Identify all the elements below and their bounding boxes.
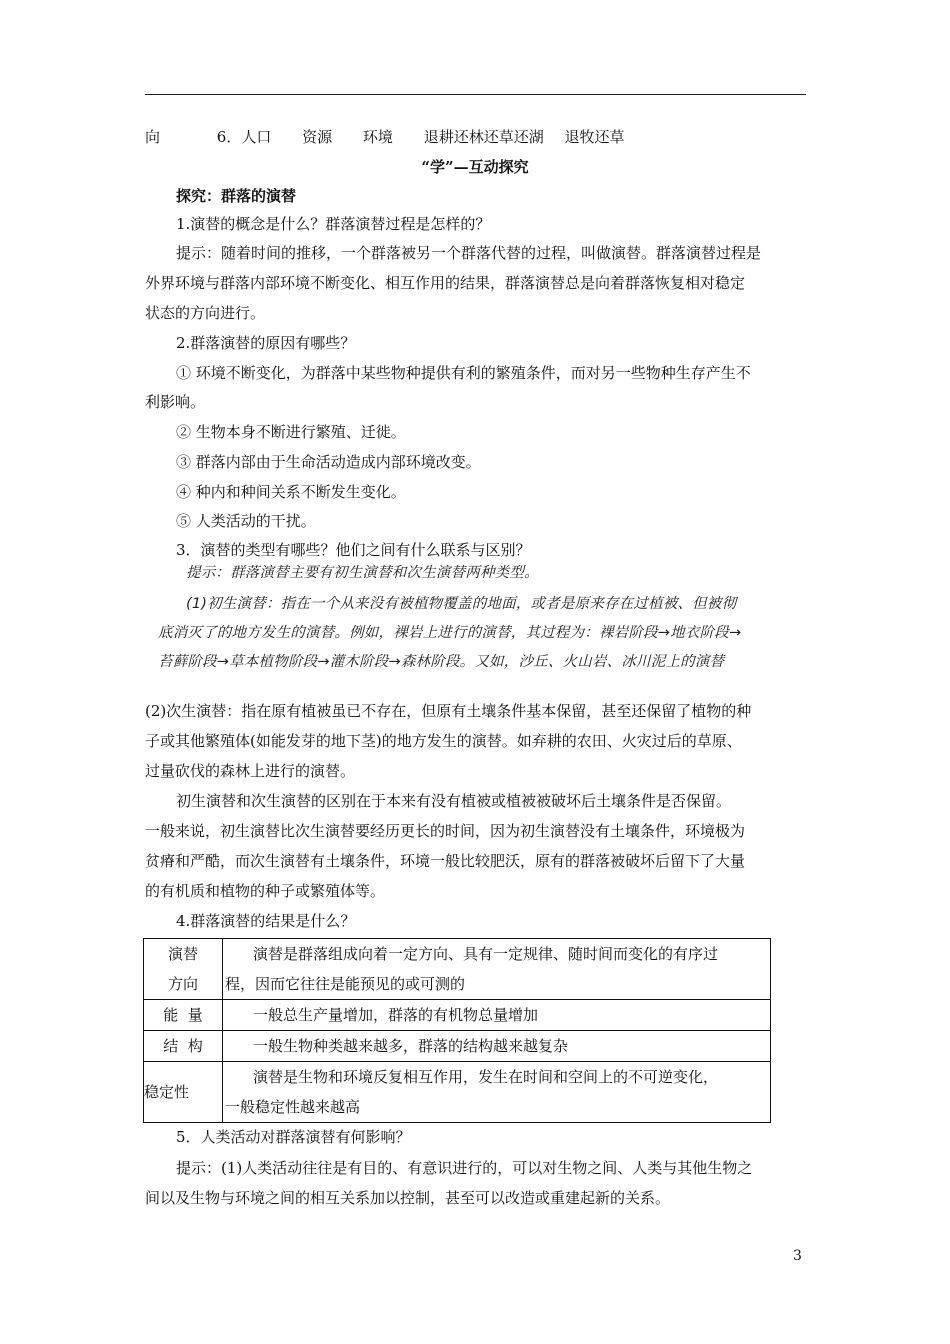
question-4: 4.群落演替的结果是什么？: [176, 912, 356, 930]
table-content-cell: 演替是生物和环境反复相互作用，发生在时间和空间上的不可逆变化， 一般稳定性越来越高: [223, 1062, 771, 1123]
question-1: 1.演替的概念是什么？群落演替过程是怎样的？: [176, 215, 491, 233]
answer-2-line: ⑤ 人类活动的干扰。: [176, 512, 316, 530]
table-row: [144, 1062, 771, 1123]
header-rule: [145, 94, 806, 95]
top-line-part: 环境: [362, 128, 393, 146]
top-line-part: 退耕还林还草还湖: [423, 128, 544, 146]
answer-2-line: ③ 群落内部由于生命活动造成内部环境改变。: [176, 453, 481, 471]
handwritten-line: (1)初生演替：指在一个从来没有被植物覆盖的地面，或者是原来存在过植被、但被彻: [186, 596, 737, 612]
answer-2-line: ④ 种内和种间关系不断发生变化。: [176, 483, 406, 501]
handwritten-line: 提示：群落演替主要有初生演替和次生演替两种类型。: [186, 565, 539, 581]
page-number: 3: [793, 1248, 802, 1264]
top-line-part: 6．人口: [216, 128, 272, 146]
answer-1-line: 外界环境与群落内部环境不断变化、相互作用的结果，群落演替总是向着群落恢复相对稳定: [145, 274, 746, 292]
table-content-cell: 一般总生产量增加，群落的有机物总量增加: [223, 1000, 771, 1031]
table-header-cell: 能 量: [144, 1000, 223, 1031]
difference-line: 初生演替和次生演替的区别在于本来有没有植被或植被被破坏后土壤条件是否保留。: [176, 792, 732, 810]
table-content-cell: 演替是群落组成向着一定方向、具有一定规律、随时间而变化的有序过 程，因而它往往是能预见的或可测的: [223, 939, 771, 1000]
secondary-succession-line: 子或其他繁殖体(如能发芽的地下茎)的地方发生的演替。如弃耕的农田、火灾过后的草原、: [145, 732, 742, 750]
table-header-cell: 演替 方向: [144, 939, 223, 1000]
table-row: [144, 1031, 771, 1062]
explore-title: 探究：群落的演替: [176, 187, 297, 205]
table-content-cell: 一般生物种类越来越多，群落的结构越来越复杂: [223, 1031, 771, 1062]
answer-2-line: ② 生物本身不断进行繁殖、迁徙。: [176, 423, 406, 441]
answer-2-line: ① 环境不断变化，为群落中某些物种提供有利的繁殖条件，而对另一些物种生存产生不: [176, 364, 751, 382]
succession-result-table: [143, 938, 771, 1123]
question-2: 2.群落演替的原因有哪些？: [176, 334, 356, 352]
handwritten-line: 苔藓阶段→草本植物阶段→灌木阶段→森林阶段。又如，沙丘、火山岩、冰川泥上的演替: [158, 654, 725, 670]
secondary-succession-line: 过量砍伐的森林上进行的演替。: [145, 762, 356, 780]
question-5: 5．人类活动对群落演替有何影响？: [176, 1128, 411, 1146]
question-3: 3．演替的类型有哪些？他们之间有什么联系与区别？: [176, 541, 531, 559]
answer-1-line: 状态的方向进行。: [145, 304, 266, 322]
answer-5-line: 间以及生物与环境之间的相互关系加以控制，甚至可以改造或重建起新的关系。: [145, 1189, 671, 1207]
answer-5-line: 提示：(1)人类活动往往是有目的、有意识进行的，可以对生物之间、人类与其他生物之: [176, 1159, 753, 1177]
handwritten-line: 底消灭了的地方发生的演替。例如，裸岩上进行的演替，其过程为：裸岩阶段→地衣阶段→: [158, 625, 742, 641]
table-header-cell: 结 构: [144, 1031, 223, 1062]
table-row: [144, 1000, 771, 1031]
secondary-succession-line: (2)次生演替：指在原有植被虽已不存在，但原有土壤条件基本保留，甚至还保留了植物的种: [145, 702, 752, 720]
top-line-part: 向: [145, 128, 161, 146]
answer-1-line: 提示：随着时间的推移，一个群落被另一个群落代替的过程，叫做演替。群落演替过程是: [176, 244, 762, 262]
answer-2-line: 利影响。: [145, 393, 206, 411]
table-header-cell: 稳定性: [144, 1062, 223, 1123]
difference-line: 一般来说，初生演替比次生演替要经历更长的时间，因为初生演替没有土壤条件，环境极为: [145, 822, 746, 840]
difference-line: 的有机质和植物的种子或繁殖体等。: [145, 882, 386, 900]
difference-line: 贫瘠和严酷，而次生演替有土壤条件，环境一般比较肥沃，原有的群落被破坏后留下了大量: [145, 852, 746, 870]
table-row: [144, 939, 771, 1000]
top-line-part: 退牧还草: [564, 128, 625, 146]
section-title: “学”—互动探究: [421, 158, 529, 176]
top-line-part: 资源: [302, 128, 333, 146]
top-line: [145, 127, 625, 147]
